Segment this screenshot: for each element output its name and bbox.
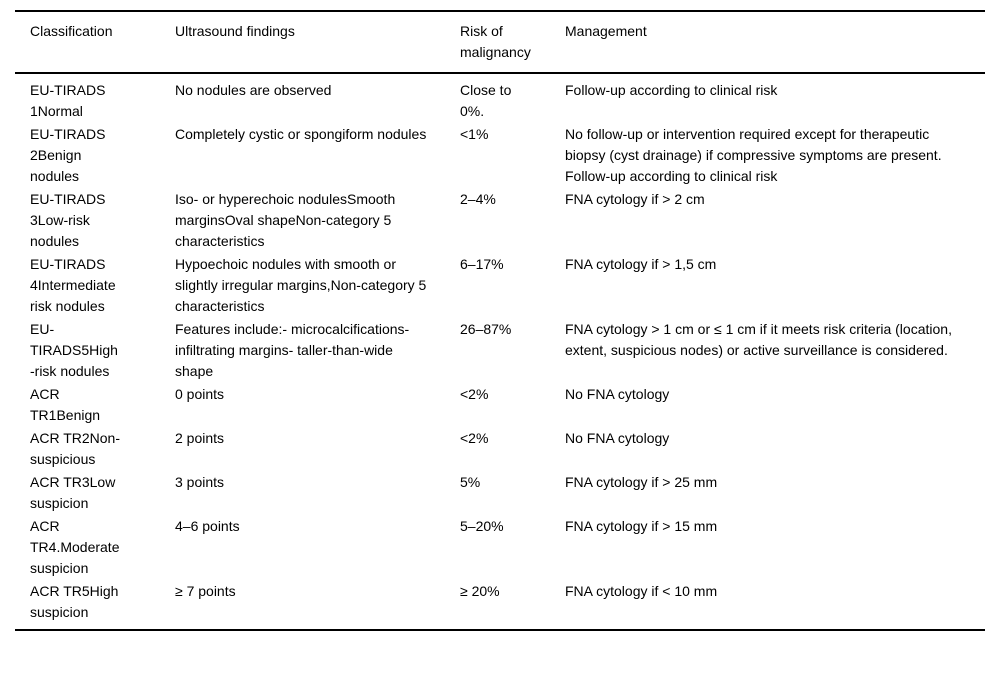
cell-classification: EU-TIRADS 3Low-risk nodules — [30, 191, 106, 249]
cell-findings: Hypoechoic nodules with smooth or slightly irregular margins,Non-category 5 characteristics — [175, 256, 427, 314]
cell-risk: 2–4% — [460, 191, 496, 207]
table-row — [15, 383, 985, 427]
cell-classification: EU-TIRADS5High-risk nodules — [30, 321, 118, 379]
column-header-management: Management — [550, 11, 985, 73]
cell-risk: 5–20% — [460, 518, 504, 534]
cell-classification: EU-TIRADS 2Benign nodules — [30, 126, 106, 184]
cell-management: No FNA cytology — [565, 386, 670, 402]
cell-findings: 4–6 points — [175, 518, 240, 534]
cell-classification: ACR TR2Non-suspicious — [30, 430, 120, 467]
cell-risk: 5% — [460, 474, 481, 490]
cell-management: FNA cytology if > 2 cm — [565, 191, 705, 207]
cell-findings: No nodules are observed — [175, 82, 332, 98]
cell-findings: Features include:- microcalcifications- infiltrating margins- taller-than-wide shape — [175, 321, 410, 379]
cell-management: FNA cytology if > 1,5 cm — [565, 256, 717, 272]
column-header-risk-of-malignancy: Risk of malignancy — [445, 11, 550, 73]
table-row — [15, 515, 985, 580]
table-row — [15, 188, 985, 253]
column-header-classification: Classification — [15, 11, 160, 73]
cell-management: FNA cytology if < 10 mm — [565, 583, 718, 599]
cell-risk: Close to 0%. — [460, 82, 512, 119]
cell-management: FNA cytology if > 15 mm — [565, 518, 718, 534]
cell-findings: Iso- or hyperechoic nodulesSmooth marginsOval shapeNon-category 5 characteristics — [175, 191, 396, 249]
cell-risk: 6–17% — [460, 256, 504, 272]
cell-management: Follow-up according to clinical risk — [565, 82, 778, 98]
cell-risk: <1% — [460, 126, 489, 142]
cell-risk: <2% — [460, 386, 489, 402]
tirads-classification-table — [15, 10, 985, 631]
cell-classification: ACR TR3Low suspicion — [30, 474, 116, 511]
cell-classification: EU-TIRADS 1Normal — [30, 82, 106, 119]
cell-management: No FNA cytology — [565, 430, 670, 446]
table-row — [15, 253, 985, 318]
cell-management: FNA cytology > 1 cm or ≤ 1 cm if it meets risk criteria (location, extent, suspicious nodes) or active surveillance is considered. — [565, 321, 952, 358]
table-row — [15, 123, 985, 188]
table-body — [15, 73, 985, 630]
cell-risk: <2% — [460, 430, 489, 446]
cell-findings: 3 points — [175, 474, 225, 490]
cell-risk: ≥ 20% — [460, 583, 500, 599]
cell-classification: EU-TIRADS 4Intermediate risk nodules — [30, 256, 116, 314]
table-row — [15, 318, 985, 383]
cell-classification: ACR TR1Benign — [30, 386, 101, 423]
header-row — [15, 11, 985, 73]
table-row — [15, 471, 985, 515]
cell-classification: ACR TR5High suspicion — [30, 583, 119, 620]
cell-findings: 0 points — [175, 386, 225, 402]
cell-findings: ≥ 7 points — [175, 583, 236, 599]
cell-classification: ACR TR4.Moderate suspicion — [30, 518, 120, 576]
table-row — [15, 580, 985, 630]
table-row — [15, 73, 985, 123]
table-row — [15, 427, 985, 471]
table-header — [15, 11, 985, 73]
cell-management: No follow-up or intervention required except for therapeutic biopsy (cyst drainage) if compressive symptoms are present. Follow-up according to clinical risk — [565, 126, 942, 184]
cell-risk: 26–87% — [460, 321, 512, 337]
cell-management: FNA cytology if > 25 mm — [565, 474, 718, 490]
column-header-ultrasound-findings: Ultrasound findings — [160, 11, 445, 73]
cell-findings: Completely cystic or spongiform nodules — [175, 126, 427, 142]
cell-findings: 2 points — [175, 430, 225, 446]
